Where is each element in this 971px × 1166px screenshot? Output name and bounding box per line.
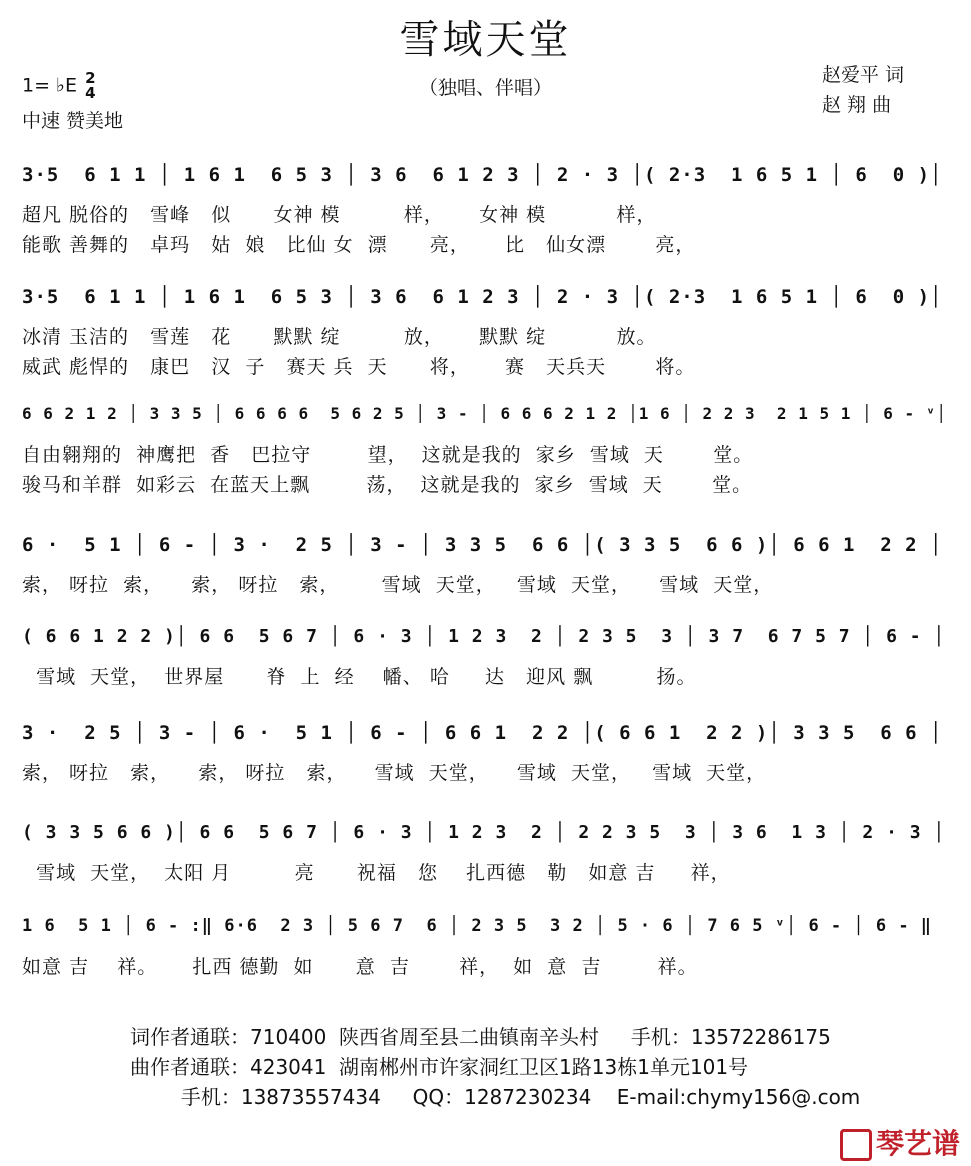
lyric-line-2: 威武 彪悍的 康巴 汉 子 赛天 兵 天 将， 赛 天兵天 将。 [22,356,696,378]
composer-contact: 曲作者通联：423041 湖南郴州市许家洞红卫区1路13栋1单元101号 [130,1055,749,1079]
lyric-line-1: 雪域 天堂， 太阳 月 亮 祝福 您 扎西德 勒 如意 吉 祥， [22,862,731,884]
time-denominator: 4 [85,84,96,102]
tempo-marking: 中速 赞美地 [22,110,124,132]
notation-text: 6 6 2 1 2 │ 3 3 5 │ 6 6 6 6 5 6 2 5 │ 3 - │ 6 6 6 2 1 2 │1 6 │ 2 2 3 2 1 5 1 │ 6 - ᵛ│ [22,404,948,423]
key-text: 1= ♭E [22,74,78,97]
lyric-line-1: 冰清 玉洁的 雪莲 花 默默 绽 放， 默默 绽 放。 [22,326,657,348]
lyric-line-1: 雪域 天堂， 世界屋 脊 上 经 幡、 哈 达 迎风 飘 扬。 [22,666,697,688]
lyricist-contact: 词作者通联：710400 陕西省周至县二曲镇南辛头村 手机：13572286175 [130,1025,831,1049]
notation-text: ( 3 3 5 6 6 )│ 6 6 5 6 7 │ 6 · 3 │ 1 2 3 2 │ 2 2 3 5 3 │ 3 6 1 3 │ 2 · 3 │ [22,822,946,843]
lyric-line-1: 超凡 脱俗的 雪峰 似 女神 模 样， 女神 模 样， [22,204,657,226]
key-signature [22,71,96,101]
lyric-line-1: 索， 呀拉 索， 索， 呀拉 索， 雪域 天堂， 雪域 天堂， 雪域 天堂， [22,762,767,784]
notation-text: 3 · 2 5 │ 3 - │ 6 · 5 1 │ 6 - │ 6 6 1 2 2 │( 6 6 1 2 2 )│ 3 3 5 6 6 │ [22,722,943,744]
song-title: 雪域天堂 [399,17,572,63]
score-row [0,400,971,500]
contact-info [130,1022,860,1112]
score-row [0,622,971,722]
lyric-line-2: 骏马和羊群 如彩云 在蓝天上飘 荡， 这就是我的 家乡 雪域 天 堂。 [22,474,753,496]
time-signature [85,71,95,101]
logo-text: 琴艺谱 [876,1127,961,1160]
score-row [0,912,971,1012]
logo-mark-icon [840,1129,872,1161]
composer-credit: 赵 翔 曲 [822,94,892,116]
score-row [0,530,971,630]
notation-text: 1 6 5 1 │ 6 - :‖ 6·6 2 3 │ 5 6 7 6 │ 2 3 5 3 2 │ 5 · 6 │ 7 6 5 ᵛ│ 6 - │ 6 - ‖ [22,916,933,936]
lyric-line-1: 索， 呀拉 索， 索， 呀拉 索， 雪域 天堂， 雪域 天堂， 雪域 天堂， [22,574,774,596]
lyric-line-1: 自由翱翔的 神鹰把 香 巴拉守 望， 这就是我的 家乡 雪域 天 堂。 [22,444,754,466]
score-row [0,818,971,918]
notation-text: 6 · 5 1 │ 6 - │ 3 · 2 5 │ 3 - │ 3 3 5 6 6 │( 3 3 5 6 6 )│ 6 6 1 2 2 │ [22,534,943,556]
performance-note: （独唱、伴唱） [418,77,552,99]
lyricist-credit: 赵爱平 词 [822,64,905,86]
time-numerator: 2 [85,69,96,87]
notation-text: 3·5 6 1 1 │ 1 6 1 6 5 3 │ 3 6 6 1 2 3 │ 2 · 3 │( 2·3 1 6 5 1 │ 6 0 )│ [22,286,943,308]
score-row [0,718,971,818]
lyric-line-1: 如意 吉 祥。 扎西 德勤 如 意 吉 祥， 如 意 吉 祥。 [22,956,698,978]
notation-text: ( 6 6 1 2 2 )│ 6 6 5 6 7 │ 6 · 3 │ 1 2 3 2 │ 2 3 5 3 │ 3 7 6 7 5 7 │ 6 - │ [22,626,946,647]
score-row [0,160,971,260]
score-row [0,282,971,382]
notation-text: 3·5 6 1 1 │ 1 6 1 6 5 3 │ 3 6 6 1 2 3 │ 2 · 3 │( 2·3 1 6 5 1 │ 6 0 )│ [22,164,943,186]
site-logo [840,1122,960,1162]
phone-email-contact: 手机：13873557434 QQ：1287230234 E-mail:chymy156@.com [130,1085,861,1109]
lyric-line-2: 能歌 善舞的 卓玛 姑 娘 比仙 女 漂 亮， 比 仙女漂 亮， [22,234,696,256]
